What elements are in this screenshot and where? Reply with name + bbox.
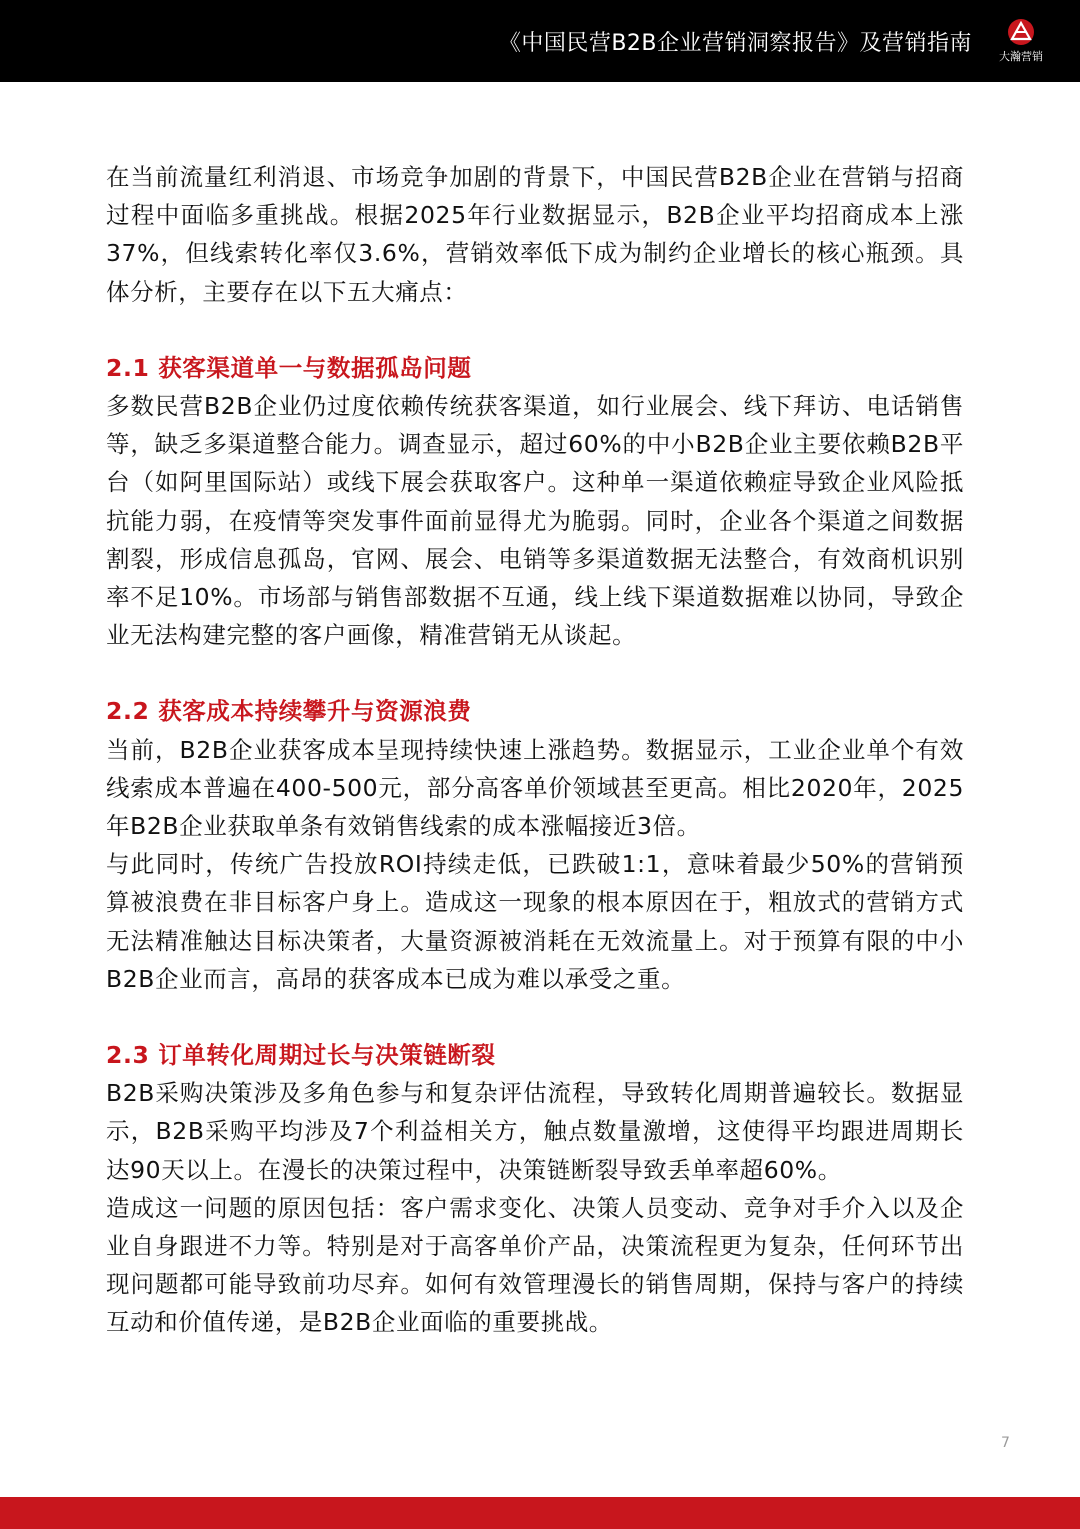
section-paragraph: B2B采购决策涉及多角色参与和复杂评估流程，导致转化周期普遍较长。数据显示，B2B采购平均涉及7个利益相关方，触点数量激增，这使得平均跟进周期长达90天以上。在漫长的决策过程中，决策链断裂导致丢单率超60%。 <box>106 1079 964 1184</box>
section-paragraph: 造成这一问题的原因包括：客户需求变化、决策人员变动、竞争对手介入以及企业自身跟进不力等。特别是对于高客单价产品，决策流程更为复杂，任何环节出现问题都可能导致前功尽弃。如何有效管理漫长的销售周期，保持与客户的持续互动和价值传递，是B2B企业面临的重要挑战。 <box>106 1193 964 1337</box>
intro-paragraph: 在当前流量红利消退、市场竞争加剧的背景下，中国民营B2B企业在营销与招商过程中面临多重挑战。根据2025年行业数据显示，B2B企业平均招商成本上涨37%，但线索转化率仅3.6%，营销效率低下成为制约企业增长的核心瓶颈。具体分析，主要存在以下五大痛点： <box>106 163 964 306</box>
footer-bar <box>0 1497 1080 1529</box>
header-bar <box>0 0 1080 82</box>
section-title: 2.1 获客渠道单一与数据孤岛问题 <box>106 353 472 382</box>
page-number: 7 <box>1001 1435 1010 1451</box>
section-paragraph: 多数民营B2B企业仍过度依赖传统获客渠道，如行业展会、线下拜访、电话销售等，缺乏多渠道整合能力。调查显示，超过60%的中小B2B企业主要依赖B2B平台（如阿里国际站）或线下展会获取客户。这种单一渠道依赖症导致企业风险抵抗能力弱，在疫情等突发事件面前显得尤为脆弱。同时，企业各个渠道之间数据割裂，形成信息孤岛，官网、展会、电销等多渠道数据无法整合，有效商机识别率不足10%。市场部与销售部数据不互通，线上线下渠道数据难以协同，导致企业无法构建完整的客户画像，精准营销无从谈起。 <box>106 392 964 650</box>
section-2-2 <box>106 692 964 998</box>
section-2-3 <box>106 1036 964 1342</box>
main-content <box>106 158 964 1342</box>
triangle-logo-icon <box>1007 18 1035 46</box>
section-title: 2.3 订单转化周期过长与决策链断裂 <box>106 1041 496 1070</box>
section-paragraph: 与此同时，传统广告投放ROI持续走低，已跌破1:1，意味着最少50%的营销预算被浪费在非目标客户身上。造成这一现象的根本原因在于，粗放式的营销方式无法精准触达目标决策者，大量资源被消耗在无效流量上。对于预算有限的中小B2B企业而言，高昂的获客成本已成为难以承受之重。 <box>106 850 964 993</box>
section-title: 2.2 获客成本持续攀升与资源浪费 <box>106 697 472 726</box>
report-title: 《中国民营B2B企业营销洞察报告》及营销指南 <box>498 31 972 56</box>
brand-logo <box>996 18 1046 72</box>
section-paragraph: 当前，B2B企业获客成本呈现持续快速上涨趋势。数据显示，工业企业单个有效线索成本普遍在400-500元，部分高客单价领域甚至更高。相比2020年，2025年B2B企业获取单条有效销售线索的成本涨幅接近3倍。 <box>106 735 964 841</box>
logo-text: 大瀚营销 <box>999 50 1043 63</box>
section-2-1 <box>106 349 964 655</box>
